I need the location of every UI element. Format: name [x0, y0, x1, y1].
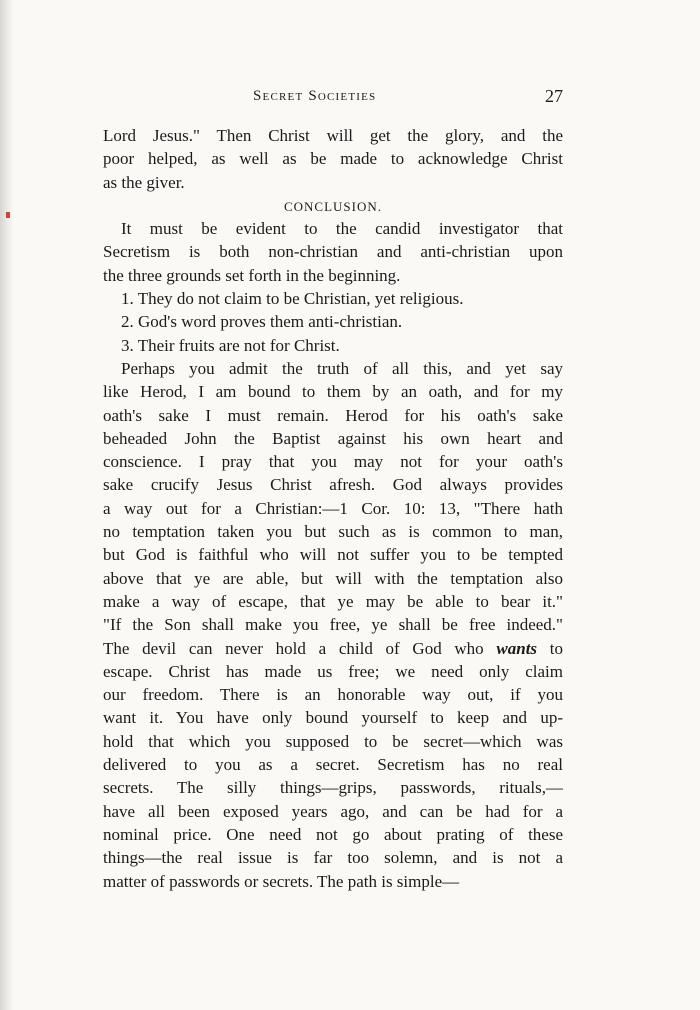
- running-head-title: Secret Societies: [253, 88, 377, 104]
- text-line: a way out for a Christian:—1 Cor. 10: 13, "There hath: [103, 498, 563, 518]
- text-line: conscience. I pray that you may not for your oath's: [103, 452, 563, 472]
- text-line: no temptation taken you but such as is common to man,: [103, 522, 563, 542]
- running-head: [103, 88, 563, 112]
- text-line: the three grounds set forth in the beginning.: [103, 265, 401, 285]
- margin-ink-mark: [6, 212, 10, 218]
- section-heading: CONCLUSION.: [283, 198, 383, 214]
- text-line: Secretism is both non-christian and anti-christian upon: [103, 242, 563, 262]
- text-line: poor helped, as well as be made to acknowledge Christ: [103, 149, 563, 169]
- text-line: make a way of escape, that ye may be able to bear it.": [103, 591, 563, 611]
- text-line: have all been exposed years ago, and can be had for a: [103, 801, 563, 821]
- paragraph-1: [103, 124, 563, 194]
- text-line: Lord Jesus." Then Christ will get the glory, and the: [103, 126, 563, 145]
- text-line-with-emphasis: [103, 637, 563, 660]
- list-item: 3. Their fruits are not for Christ.: [121, 335, 340, 355]
- paragraph-3: [103, 357, 563, 893]
- text-line: "If the Son shall make you free, ye shall be free indeed.": [103, 615, 563, 635]
- text-segment: to: [537, 638, 563, 658]
- list-item: 2. God's word proves them anti-christian.: [121, 312, 403, 332]
- text-line: oath's sake I must remain. Herod for his oath's sake: [103, 405, 563, 425]
- text-line: nominal price. One need not go about prating of these: [103, 824, 563, 844]
- text-line: hold that which you supposed to be secret—which was: [103, 731, 563, 751]
- text-line: our freedom. There is an honorable way out, if you: [103, 685, 563, 705]
- text-line: as the giver.: [103, 172, 185, 192]
- text-line: delivered to you as a secret. Secretism has no real: [103, 755, 563, 775]
- text-line: but God is faithful who will not suffer you to be tempted: [103, 545, 563, 565]
- page-body: [103, 124, 563, 893]
- text-segment: The devil can never hold a child of God who: [103, 638, 497, 658]
- text-line: escape. Christ has made us free; we need only claim: [103, 661, 563, 681]
- emphasis-word: wants: [496, 638, 538, 658]
- text-line: matter of passwords or secrets. The path is simple—: [103, 871, 460, 891]
- text-line: sake crucify Jesus Christ afresh. God always provides: [103, 475, 563, 495]
- text-line: Perhaps you admit the truth of all this, and yet say: [121, 358, 563, 378]
- page-gutter-shadow: [0, 0, 14, 1010]
- text-line: things—the real issue is far too solemn, and is not a: [103, 848, 563, 868]
- text-line: above that ye are able, but will with the temptation also: [103, 568, 563, 588]
- text-line: want it. You have only bound yourself to keep and up-: [103, 708, 563, 728]
- text-line: It must be evident to the candid investigator that: [121, 219, 563, 239]
- list-item: 1. They do not claim to be Christian, yet religious.: [121, 289, 464, 309]
- text-line: like Herod, I am bound to them by an oath, and for my: [103, 382, 563, 402]
- text-line: beheaded John the Baptist against his own heart and: [103, 428, 563, 448]
- paragraph-2: [103, 217, 563, 287]
- text-line: secrets. The silly things—grips, passwords, rituals,—: [103, 778, 563, 798]
- numbered-list: [103, 287, 563, 357]
- page-number: 27: [545, 86, 563, 106]
